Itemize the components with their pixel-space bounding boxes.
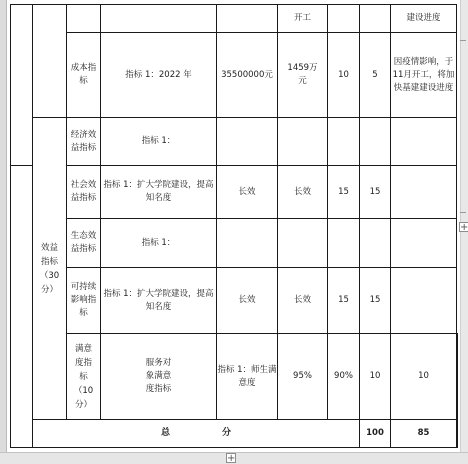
benefit-category-cell: 效益指标（30分） xyxy=(33,118,67,420)
weight-cell: 10 xyxy=(328,33,360,118)
note-cell: 因疫情影响，于11月开工，将加快基建建设进度 xyxy=(391,33,457,118)
indicator-cell: 指标 1：师生满意度 xyxy=(217,334,278,420)
weight-cell: 15 xyxy=(328,268,360,334)
target-cell xyxy=(217,5,278,33)
note-cell xyxy=(457,334,458,420)
performance-table xyxy=(10,4,458,448)
note-cell: 建设进度 xyxy=(391,5,457,33)
note-cell xyxy=(391,268,457,334)
actual-cell: 长效 xyxy=(278,268,328,334)
weight-cell xyxy=(328,118,360,166)
target-cell: 95% xyxy=(278,334,328,420)
satisfaction-category-cell: 满意度指标（10分） xyxy=(67,334,101,420)
ruler-tick xyxy=(460,40,466,41)
weight-cell xyxy=(328,5,360,33)
subcategory-cell: 经济效益指标 xyxy=(67,118,101,166)
total-row xyxy=(11,420,458,448)
score-cell xyxy=(360,219,391,268)
score-cell xyxy=(360,5,391,33)
target-cell xyxy=(217,219,278,268)
indicator-cell: 指标 1：扩大学院建设，提高知名度 xyxy=(101,268,217,334)
score-cell: 15 xyxy=(360,268,391,334)
category-cell xyxy=(33,5,67,118)
actual-cell: 1459万元 xyxy=(278,33,328,118)
target-cell: 35500000元 xyxy=(217,33,278,118)
table-row xyxy=(11,5,458,33)
indicator-cell: 指标 1：2022 年 xyxy=(101,33,217,118)
indicator-cell: 指标 1： xyxy=(101,118,217,166)
subcategory-cell: 成本指标 xyxy=(67,33,101,118)
target-cell xyxy=(217,118,278,166)
add-row-handle[interactable] xyxy=(226,453,236,463)
score-cell: 10 xyxy=(391,334,457,420)
total-score-cell: 85 xyxy=(391,420,457,448)
target-cell: 长效 xyxy=(217,268,278,334)
actual-cell xyxy=(278,118,328,166)
target-cell: 长效 xyxy=(217,166,278,219)
subcategory-cell: 服务对象满意度指标 xyxy=(101,334,217,420)
total-weight-cell: 100 xyxy=(360,420,391,448)
total-label-cell xyxy=(33,420,360,448)
note-cell xyxy=(391,166,457,219)
weight-cell xyxy=(328,219,360,268)
table-row xyxy=(11,33,458,118)
indicator-cell xyxy=(101,5,217,33)
score-cell: 15 xyxy=(360,166,391,219)
subcategory-cell: 社会效益指标 xyxy=(67,166,101,219)
score-cell xyxy=(360,118,391,166)
table-row xyxy=(11,219,458,268)
left-margin-gutter xyxy=(0,0,7,463)
actual-cell: 90% xyxy=(328,334,360,420)
weight-cell: 10 xyxy=(360,334,391,420)
indicator-cell: 指标 1： xyxy=(101,219,217,268)
note-cell xyxy=(391,118,457,166)
plus-icon: + xyxy=(460,222,468,233)
note-cell xyxy=(457,420,458,448)
note-cell xyxy=(391,219,457,268)
subcategory-cell: 可持续影响指标 xyxy=(67,268,101,334)
indicator-cell: 指标 1：扩大学院建设，提高知名度 xyxy=(101,166,217,219)
subcategory-cell: 生态效益指标 xyxy=(67,219,101,268)
add-column-handle[interactable] xyxy=(459,222,468,232)
table-row xyxy=(11,334,458,420)
category-cell xyxy=(11,5,33,166)
actual-cell: 长效 xyxy=(278,166,328,219)
table-row xyxy=(11,166,458,219)
weight-cell: 15 xyxy=(328,166,360,219)
score-cell: 5 xyxy=(360,33,391,118)
total-label-b: 分 xyxy=(222,428,232,438)
actual-cell xyxy=(278,219,328,268)
actual-cell: 开工 xyxy=(278,5,328,33)
plus-icon: + xyxy=(227,453,236,464)
subcategory-cell xyxy=(67,5,101,33)
table-row xyxy=(11,268,458,334)
total-label-a: 总 xyxy=(160,428,170,438)
table-row xyxy=(11,118,458,166)
category-cell xyxy=(11,166,33,448)
ruler-tick xyxy=(460,212,466,213)
